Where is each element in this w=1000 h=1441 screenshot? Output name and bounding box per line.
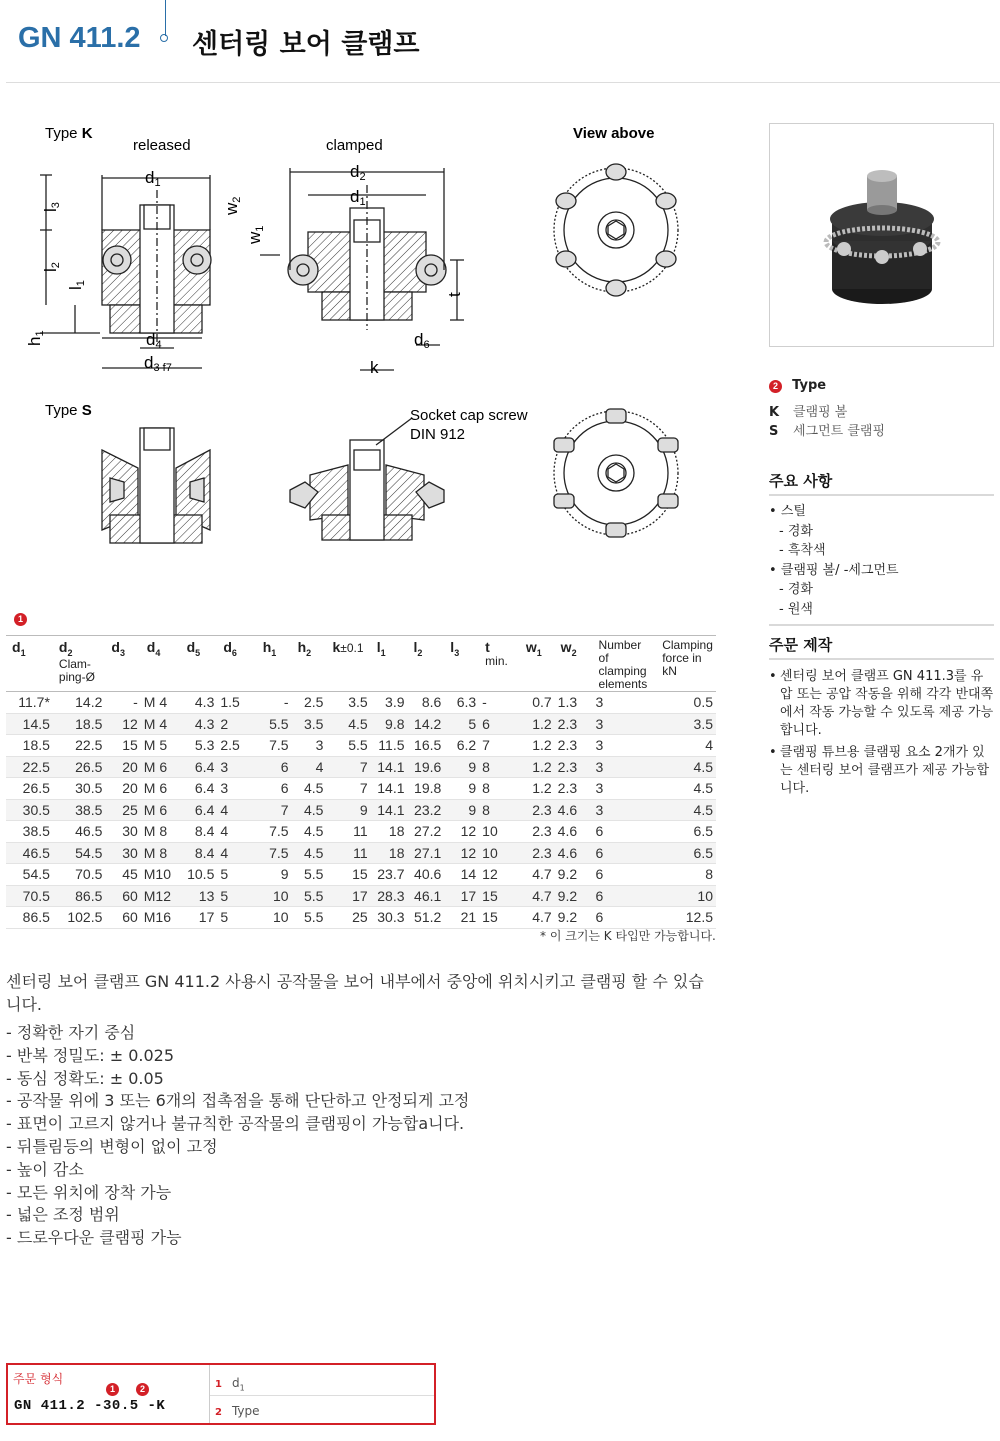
table-cell: 9 [444, 799, 479, 821]
table-cell: 9 [444, 756, 479, 778]
table-row [6, 907, 716, 929]
table-cell: 7.5 [257, 821, 292, 843]
table-cell: 4.5 [292, 778, 327, 800]
table-cell: 10 [479, 821, 520, 843]
table-cell: 5.5 [292, 864, 327, 886]
table-cell: 4.7 [520, 907, 555, 929]
table-cell: 5 [217, 885, 256, 907]
table-cell: 9 [326, 799, 370, 821]
table-cell: 14.1 [371, 778, 408, 800]
table-cell: 14.2 [53, 692, 105, 714]
table-cell: 27.2 [408, 821, 445, 843]
table-row [6, 821, 716, 843]
table-cell: 6 [257, 778, 292, 800]
dimension-table [6, 635, 716, 929]
list-item: - 표면이 고르지 않거나 불규칙한 공작물의 클램핑이 가능합a니다. [6, 1114, 465, 1134]
table-cell: 0.5 [656, 692, 716, 714]
table-cell: 54.5 [53, 842, 105, 864]
table-cell: 5 [217, 864, 256, 886]
table-cell: 4.7 [520, 885, 555, 907]
table-cell: 8 [479, 756, 520, 778]
table-cell: 6.3 [444, 692, 479, 714]
table-cell: 20 [105, 778, 140, 800]
table-cell: 6 [257, 756, 292, 778]
table-cell: - [105, 692, 140, 714]
type-panel-title: Type [792, 378, 827, 393]
table-cell: 6 [593, 907, 657, 929]
table-cell: 46.5 [53, 821, 105, 843]
table-cell: 2.3 [520, 842, 555, 864]
table-cell: 5.5 [292, 885, 327, 907]
list-item: - 넓은 조정 범위 [6, 1205, 120, 1225]
table-cell: 23.7 [371, 864, 408, 886]
th-k: k±0.1 [326, 636, 370, 692]
table-cell: M 8 [141, 821, 181, 843]
table-cell: 10 [656, 885, 716, 907]
table-cell: 2.3 [520, 799, 555, 821]
type-panel-heading [769, 378, 826, 393]
table-cell: M12 [141, 885, 181, 907]
table-cell: 18 [371, 842, 408, 864]
dim-l1: l1 [66, 280, 87, 290]
table-cell: 5.3 [181, 735, 218, 757]
type-s-released-drawing [102, 428, 210, 543]
table-cell: 15 [326, 864, 370, 886]
list-item: - 높이 감소 [6, 1159, 84, 1179]
order-legend-2: 2 Type [215, 1404, 260, 1418]
list-item: - 동심 정확도: ± 0.05 [6, 1068, 164, 1088]
table-row [6, 713, 716, 735]
table-cell: 4.5 [292, 799, 327, 821]
table-cell: 2.5 [292, 692, 327, 714]
table-row [6, 735, 716, 757]
page-title: 센터링 보어 클램프 [192, 29, 420, 60]
order-legend-1: 1 $d_1$ [215, 1376, 245, 1393]
table-cell: 18.5 [6, 735, 53, 757]
table-cell: 3.5 [656, 713, 716, 735]
type-badge: 2 [769, 380, 782, 393]
table-cell: 4.6 [555, 842, 593, 864]
table-cell: 9.2 [555, 907, 593, 929]
table-cell: 10.5 [181, 864, 218, 886]
table-cell: M10 [141, 864, 181, 886]
table-cell: 8.4 [181, 821, 218, 843]
table-cell: 1.5 [217, 692, 256, 714]
type-item-s: S 세그먼트 클램핑 [769, 424, 886, 439]
table-cell: 6 [593, 842, 657, 864]
table-cell: 17 [181, 907, 218, 929]
table-cell: 3.5 [326, 692, 370, 714]
table-cell: 10 [257, 885, 292, 907]
view-above-drawing [554, 164, 678, 296]
table-cell: 13 [181, 885, 218, 907]
feature-list [6, 1022, 469, 1250]
th-w2: $w_2$ [555, 636, 593, 692]
custom-rule [769, 658, 994, 660]
table-cell: 46.5 [6, 842, 53, 864]
table-cell: 4 [217, 799, 256, 821]
th-l1: $l_1$ [371, 636, 408, 692]
table-cell: M 5 [141, 735, 181, 757]
table-cell: 4.5 [326, 713, 370, 735]
view-above-label: View above [573, 125, 655, 142]
notes-title: 주요 사항 [769, 472, 833, 490]
table-cell: - [257, 692, 292, 714]
table-cell: 9.8 [371, 713, 408, 735]
table-cell: M 8 [141, 842, 181, 864]
table-cell: 12 [479, 864, 520, 886]
table-cell: 51.2 [408, 907, 445, 929]
table-cell: 8 [656, 864, 716, 886]
table-cell: 4.6 [555, 821, 593, 843]
screw-label-line1: Socket cap screw [410, 407, 528, 424]
table-cell: 70.5 [6, 885, 53, 907]
dim-d6: d6 [414, 330, 430, 351]
table-cell: 11.5 [371, 735, 408, 757]
table-cell: 1.2 [520, 713, 555, 735]
table-cell: 86.5 [6, 907, 53, 929]
table-cell: 2.3 [555, 735, 593, 757]
dim-d1-clamped: d1 [350, 187, 366, 208]
th-t: t min. [479, 636, 520, 692]
table-cell: M 6 [141, 799, 181, 821]
product-photo [769, 123, 994, 347]
type-s-label: Type S [45, 402, 92, 419]
header-dot-icon [160, 34, 168, 42]
table-cell: 1.2 [520, 756, 555, 778]
table-cell: 11 [326, 821, 370, 843]
custom-list: • 센터링 보어 클램프 GN 411.3를 유압 또는 공압 작동을 위해 각각 반대쪽에서 작동 가능할 수 있도록 제공 가능합니다. • 클램핑 튜브용 클램핑 요소 2개가 있는 센터링 보어 클램프가 제공 가능합니다. [769, 669, 994, 796]
table-cell: 8.6 [408, 692, 445, 714]
order-code: GN 411.2 -30.5 -K [14, 1398, 166, 1414]
dim-t: t [445, 292, 464, 297]
table-cell: 5.5 [326, 735, 370, 757]
th-d2: $d_2$ Clam- ping-Ø [53, 636, 105, 692]
table-cell: 7.5 [257, 842, 292, 864]
th-l3: $l_3$ [444, 636, 479, 692]
table-badge: 1 [14, 613, 27, 626]
list-item: - 공작물 위에 3 또는 6개의 접촉점을 통해 단단하고 안정되게 고정 [6, 1091, 470, 1111]
dim-w2: w2 [222, 196, 243, 215]
table-cell: 4.5 [656, 778, 716, 800]
dim-w1: w1 [245, 225, 266, 244]
table-cell: 18.5 [53, 713, 105, 735]
dim-k: k [370, 358, 379, 377]
table-cell: 86.5 [53, 885, 105, 907]
table-cell: 3.5 [292, 713, 327, 735]
dim-d2: d2 [350, 162, 366, 183]
table-cell: 26.5 [53, 756, 105, 778]
table-cell: 19.8 [408, 778, 445, 800]
table-cell: 6 [479, 713, 520, 735]
view-above-s-drawing [554, 409, 678, 537]
list-item: - 뒤틀림등의 변형이 없이 고정 [6, 1136, 218, 1156]
table-cell: 12.5 [656, 907, 716, 929]
list-item: - 드로우다운 클램핑 가능 [6, 1228, 182, 1248]
table-cell: 2.3 [555, 778, 593, 800]
table-row [6, 778, 716, 800]
table-cell: 7.5 [257, 735, 292, 757]
table-cell: M 4 [141, 692, 181, 714]
table-cell: 3 [217, 778, 256, 800]
table-cell: 23.2 [408, 799, 445, 821]
list-item: - 모든 위치에 장착 가능 [6, 1182, 172, 1202]
notes-list: • 스틸 - 경화 - 흑착색 • 클램핑 볼/ -세그먼트 - 경화 - 원색 [769, 504, 899, 617]
table-cell: 3 [292, 735, 327, 757]
clamped-label: clamped [326, 137, 383, 154]
table-cell: 25 [326, 907, 370, 929]
table-cell: 3 [593, 799, 657, 821]
table-cell: 7 [326, 778, 370, 800]
header-divider [165, 0, 166, 36]
table-cell: 6 [593, 885, 657, 907]
header-rule [6, 82, 1000, 83]
table-cell: 9.2 [555, 885, 593, 907]
table-cell: 25 [105, 799, 140, 821]
table-cell: 9.2 [555, 864, 593, 886]
table-cell: 2.5 [217, 735, 256, 757]
table-cell: 1.2 [520, 778, 555, 800]
th-h1: $h_1$ [257, 636, 292, 692]
table-cell: 9 [257, 864, 292, 886]
table-cell: 10 [257, 907, 292, 929]
th-elements: Number of clamping elements [593, 636, 657, 692]
th-d3: $d_3$ [105, 636, 140, 692]
table-cell: 2.3 [520, 821, 555, 843]
order-divider [209, 1365, 210, 1423]
order-badge-2: 2 [136, 1383, 149, 1396]
table-cell: 11.7* [6, 692, 53, 714]
table-row [6, 756, 716, 778]
table-cell: 7 [479, 735, 520, 757]
table-cell: 14.1 [371, 799, 408, 821]
table-cell: 20 [105, 756, 140, 778]
table-cell: 7 [326, 756, 370, 778]
table-cell: 15 [479, 907, 520, 929]
notes-rule-bottom [769, 624, 994, 626]
table-cell: 6.5 [656, 821, 716, 843]
table-cell: 6.5 [656, 842, 716, 864]
table-cell: 4.3 [181, 713, 218, 735]
table-row [6, 799, 716, 821]
table-cell: 14 [444, 864, 479, 886]
table-cell: 4.6 [555, 799, 593, 821]
technical-drawing [20, 120, 720, 560]
list-item: - 정확한 자기 중심 [6, 1023, 136, 1042]
table-cell: 4.5 [656, 756, 716, 778]
table-cell: 8 [479, 799, 520, 821]
table-cell: 26.5 [6, 778, 53, 800]
th-d4: $d_4$ [141, 636, 181, 692]
th-force: Clamping force in kN [656, 636, 716, 692]
table-cell: 6.4 [181, 778, 218, 800]
table-cell: 27.1 [408, 842, 445, 864]
table-cell: 8.4 [181, 842, 218, 864]
th-d6: $d_6$ [217, 636, 256, 692]
table-cell: 6.4 [181, 799, 218, 821]
table-cell: 2.3 [555, 756, 593, 778]
table-cell: 0.7 [520, 692, 555, 714]
table-cell: 5.5 [257, 713, 292, 735]
th-d5: $d_5$ [181, 636, 218, 692]
table-cell: 15 [479, 885, 520, 907]
table-cell: 3 [593, 778, 657, 800]
table-cell: 9 [444, 778, 479, 800]
table-cell: 4 [217, 842, 256, 864]
table-cell: 46.1 [408, 885, 445, 907]
table-cell: M 6 [141, 778, 181, 800]
table-cell: 3.9 [371, 692, 408, 714]
table-cell: 4.5 [656, 799, 716, 821]
table-cell: 22.5 [6, 756, 53, 778]
dim-l2: l2 [41, 262, 62, 272]
table-cell: 4.3 [181, 692, 218, 714]
table-cell: 30 [105, 821, 140, 843]
type-k-released-drawing [40, 175, 211, 368]
table-cell: 2 [217, 713, 256, 735]
table-cell: 40.6 [408, 864, 445, 886]
order-badge-1: 1 [106, 1383, 119, 1396]
table-cell: 30.3 [371, 907, 408, 929]
table-cell: 11 [326, 842, 370, 864]
table-cell: 60 [105, 907, 140, 929]
table-row [6, 864, 716, 886]
table-cell: 22.5 [53, 735, 105, 757]
table-cell: 102.5 [53, 907, 105, 929]
table-cell: 4.5 [292, 842, 327, 864]
released-label: released [133, 137, 191, 154]
table-header-row [6, 636, 716, 692]
table-cell: 4.5 [292, 821, 327, 843]
table-cell: 17 [444, 885, 479, 907]
table-cell: 18 [371, 821, 408, 843]
dim-d1-released: d1 [145, 168, 161, 189]
table-cell: M 4 [141, 713, 181, 735]
table-cell: 21 [444, 907, 479, 929]
table-cell: 3 [217, 756, 256, 778]
type-k-label: Type K [45, 125, 93, 142]
table-cell: 19.6 [408, 756, 445, 778]
table-cell: 12 [105, 713, 140, 735]
type-item-k: K 클램핑 볼 [769, 405, 848, 420]
table-row [6, 842, 716, 864]
dim-d3f7: d3 f7 [144, 353, 172, 374]
table-cell: 10 [479, 842, 520, 864]
table-cell: 7 [257, 799, 292, 821]
notes-rule [769, 494, 994, 496]
product-code: GN 411.2 [18, 22, 141, 54]
custom-title: 주문 제작 [769, 636, 833, 654]
table-footnote: * 이 크기는 K 타입만 가능합니다. [540, 929, 716, 943]
dim-h1: h1 [25, 330, 46, 346]
table-cell: M16 [141, 907, 181, 929]
table-cell: 3 [593, 735, 657, 757]
dim-d4: d4 [146, 330, 162, 351]
table-cell: 4 [292, 756, 327, 778]
table-cell: 12 [444, 842, 479, 864]
th-l2: $l_2$ [408, 636, 445, 692]
table-cell: 16.5 [408, 735, 445, 757]
table-cell: 4.7 [520, 864, 555, 886]
table-cell: 5.5 [292, 907, 327, 929]
th-w1: $w_1$ [520, 636, 555, 692]
table-cell: 38.5 [53, 799, 105, 821]
screw-label-line2: DIN 912 [410, 426, 466, 443]
table-cell: 70.5 [53, 864, 105, 886]
table-cell: 4 [217, 821, 256, 843]
table-row [6, 885, 716, 907]
list-item: - 반복 정밀도: ± 0.025 [6, 1045, 174, 1065]
table-cell: 2.3 [555, 713, 593, 735]
order-row-divider [210, 1395, 434, 1396]
dim-l3: l3 [41, 202, 62, 212]
table-cell: 15 [105, 735, 140, 757]
table-cell: 30.5 [53, 778, 105, 800]
table-cell: 14.5 [6, 713, 53, 735]
table-cell: 3 [593, 713, 657, 735]
order-title: 주문 형식 [13, 1372, 64, 1386]
table-cell: 6 [593, 864, 657, 886]
table-cell: 14.2 [408, 713, 445, 735]
table-cell: 6.2 [444, 735, 479, 757]
table-cell: 17 [326, 885, 370, 907]
table-cell: 28.3 [371, 885, 408, 907]
th-h2: $h_2$ [292, 636, 327, 692]
table-cell: 54.5 [6, 864, 53, 886]
table-cell: 5 [217, 907, 256, 929]
table-row [6, 692, 716, 714]
table-cell: 30 [105, 842, 140, 864]
table-cell: - [479, 692, 520, 714]
table-cell: 60 [105, 885, 140, 907]
table-cell: 30.5 [6, 799, 53, 821]
th-d1: $d_1$ [6, 636, 53, 692]
table-cell: 1.2 [520, 735, 555, 757]
table-cell: 45 [105, 864, 140, 886]
table-cell: M 6 [141, 756, 181, 778]
table-cell: 8 [479, 778, 520, 800]
table-cell: 6 [593, 821, 657, 843]
table-cell: 3 [593, 756, 657, 778]
table-cell: 14.1 [371, 756, 408, 778]
description: 센터링 보어 클램프 GN 411.2 사용시 공작물을 보어 내부에서 중앙에 위치시키고 클램핑 할 수 있습니다. [6, 972, 704, 1014]
table-cell: 3 [593, 692, 657, 714]
table-cell: 6.4 [181, 756, 218, 778]
table-cell: 4 [656, 735, 716, 757]
table-cell: 12 [444, 821, 479, 843]
table-body [6, 692, 716, 929]
table-cell: 5 [444, 713, 479, 735]
table-cell: 38.5 [6, 821, 53, 843]
table-cell: 1.3 [555, 692, 593, 714]
